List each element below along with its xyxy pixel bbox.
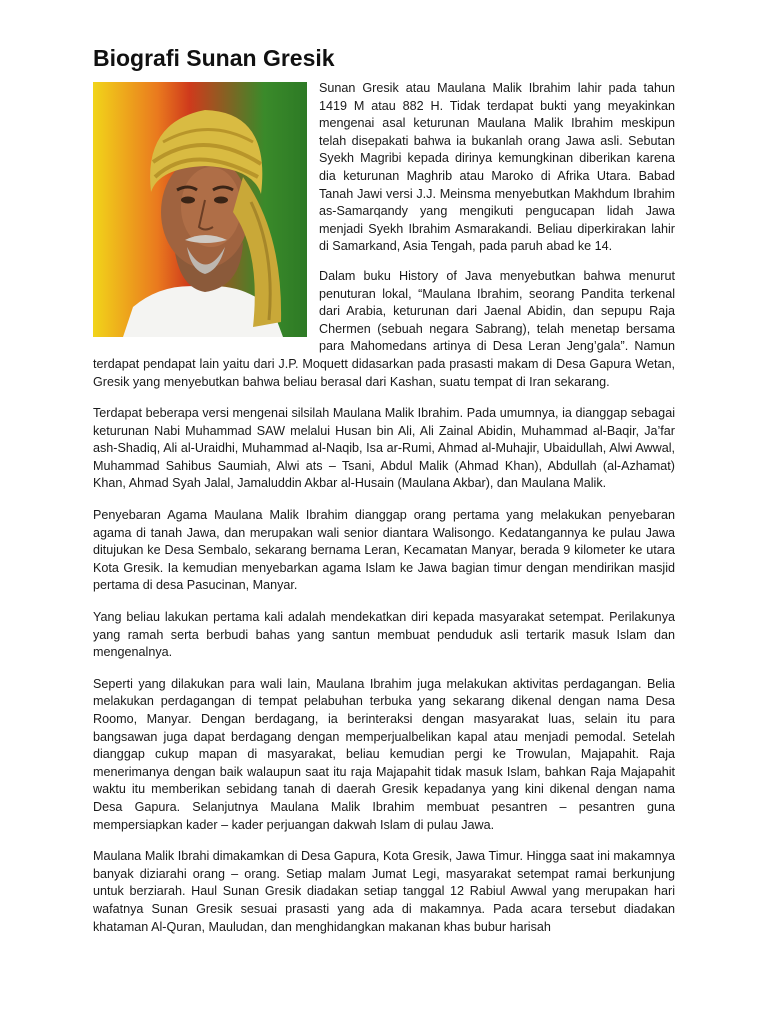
paragraph-7: Maulana Malik Ibrahi dimakamkan di Desa Gapura, Kota Gresik, Jawa Timur. Hingga saat ini makamnya banyak diziarahi orang – orang. Setiap malam Jumat Legi, masyarakat setempat ramai berkunjung untuk berziarah. Haul Sunan Gresik diadakan setiap tanggal 12 Rabiul Awwal yang merupakan hari wafatnya Sunan Gresik sesuai prasasti yang ada di makamnya. Pada acara tersebut diadakan khataman Al-Quran, Mauludan, dan menghidangkan makanan khas bubur harisah — [93, 849, 675, 934]
paragraph-6: Seperti yang dilakukan para wali lain, Maulana Ibrahim juga melakukan aktivitas perdagangan. Belia melakukan perdagangan di tempat pelabuhan terbuka yang sekarang dikenal dengan nama Desa Roomo, Manyar. Dengan berdagang, ia berinteraksi dengan masyarakat luas, selain itu para bangsawan juga dapat berdagang dengan memperjualbelikan kapal atau menjadi pemodal. Setelah dianggap cukup mapan di masyarakat, beliau kemudian pergi ke Trowulan, Majapahit. Raja menerimanya dengan baik walaupun saat itu raja Majapahit tidak masuk Islam, bahkan Raja Majapahit waktu itu memberikan sebidang tanah di daerah Gresik kepadanya yang kini dikenal dengan nama Desa Gapura. Selanjutnya Maulana Malik Ibrahim membuat pesantren – pesantren guna mempersiapkan kader – kader perjuangan dakwah Islam di pulau Jawa. — [93, 676, 675, 832]
page-title: Biografi Sunan Gresik — [93, 45, 335, 71]
portrait-illustration — [93, 82, 307, 337]
paragraph-4: Penyebaran Agama Maulana Malik Ibrahim dianggap orang pertama yang melakukan penyebaran agama di tanah Jawa, dan merupakan wali senior diantara Walisongo. Kedatangannya ke pulau Jawa ditujukan ke Desa Sembalo, sekarang bernama Leran, Kecamatan Manyar, berada 9 kilometer ke utara Kota Gresik. Ia kemudian menyebarkan agama Islam ke Jawa bagian timur dengan mendirikan masjid pertama di desa Pasucinan, Manyar. — [93, 508, 675, 593]
paragraph-1: Sunan Gresik atau Maulana Malik Ibrahim lahir pada tahun 1419 M atau 882 H. Tidak terdapat bukti yang meyakinkan mengenai asal keturunan Maulana Malik Ibrahim meskipun telah disepakati bahwa ia bukanlah orang Jawa asli. Sebutan Syekh Magribi kepada dirinya kemungkinan diberikan karena dia keturunan Maghrib atau Maroko di Afrika Utara. Babad Tanah Jawi versi J.J. Meinsma menyebutkan Makhdum Ibrahim as-Samarqandy yang mengikuti pengucapan lidah Jawa menjadi Syekh Ibrahim Asmarakandi. Beliau diperkirakan lahir di Samarkand, Asia Tengah, pada paruh abad ke 14. — [319, 81, 675, 254]
paragraph-3: Terdapat beberapa versi mengenai silsilah Maulana Malik Ibrahim. Pada umumnya, ia dianggap sebagai keturunan Nabi Muhammad SAW melalui Husan bin Ali, Ali Zainal Abidin, Muhammad al-Baqir, Ja’far ash-Shadiq, Ali al-Uraidhi, Muhammad al-Naqib, Isa ar-Rumi, Ahmad al-Muhajir, Ubaidullah, Alwi Awwal, Muhammad Sahibus Saumiah, Alwi ats – Tsani, Abdul Malik (Ahmad Khan), Abdullah (al-Azhamat) Khan, Ahmad Syah Jalal, Jamaluddin Akbar al-Husain (Maulana Akbar), dan Maulana Malik. — [93, 406, 675, 491]
portrait-image — [93, 82, 307, 337]
document-page — [93, 44, 675, 950]
paragraph-2: Dalam buku History of Java menyebutkan bahwa menurut penuturan lokal, “Maulana Ibrahim, seorang Pandita terkenal dari Arabia, keturunan dari Jaenal Abidin, dan sepupu Raja Chermen (sebuah negara Sabrang), telah menetap bersama para Mahomedans artinya di Desa Leran Jeng’gala”. Namun terdapat pendapat lain yaitu dari J.P. Moquett didasarkan pada prasasti makam di Desa Gapura Wetan, Gresik yang menyebutkan bahwa beliau berasal dari Kashan, suatu tempat di Iran sekarang. — [93, 268, 675, 389]
paragraph-5: Yang beliau lakukan pertama kali adalah mendekatkan diri kepada masyarakat setempat. Perilakunya yang ramah serta berbudi bahas yang santun membuat penduduk asli tertarik masuk Islam dan mengenalnya. — [93, 610, 675, 660]
